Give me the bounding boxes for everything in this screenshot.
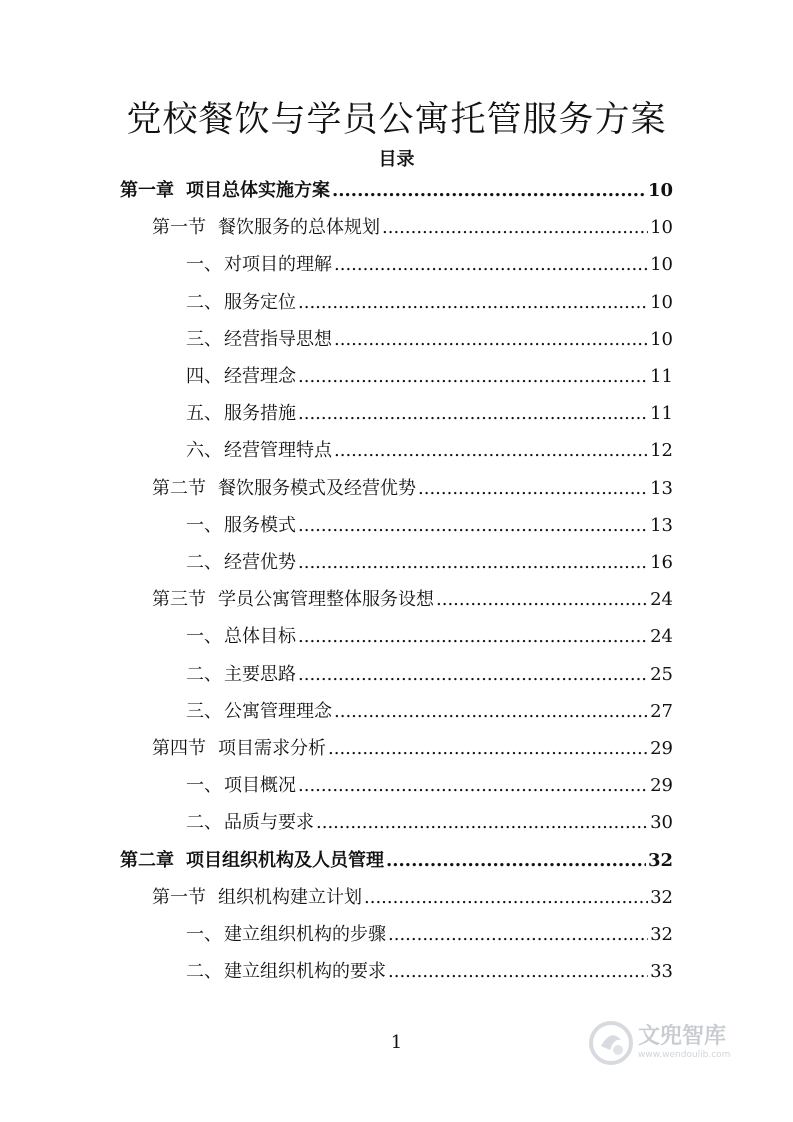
toc-entry-page: 12 bbox=[650, 440, 673, 462]
toc-entry-page: 11 bbox=[650, 403, 673, 425]
toc-entry-label bbox=[186, 327, 332, 353]
toc-entry-label bbox=[186, 699, 332, 725]
watermark bbox=[588, 1020, 730, 1066]
toc-leader-dots bbox=[436, 587, 648, 613]
toc-leader-dots bbox=[298, 364, 648, 390]
toc-entry-text: 项目总体实施方案 bbox=[186, 180, 330, 201]
toc-leader-dots bbox=[298, 290, 648, 316]
toc-entry-prefix: 第二节 bbox=[152, 477, 206, 499]
toc-entry-label bbox=[152, 736, 326, 762]
toc-entry-text: 经营管理特点 bbox=[224, 440, 332, 462]
toc-entry-item[interactable] bbox=[186, 959, 673, 985]
watermark-logo-icon bbox=[588, 1020, 634, 1066]
toc-entry-page: 10 bbox=[650, 254, 673, 276]
page-number: 1 bbox=[390, 1032, 403, 1053]
toc-leader-dots bbox=[388, 922, 648, 948]
toc-leader-dots bbox=[298, 624, 648, 650]
toc-entry-page: 10 bbox=[650, 217, 673, 239]
toc-entry-text: 餐饮服务的总体规划 bbox=[218, 217, 380, 239]
toc-entry-item[interactable] bbox=[186, 810, 673, 836]
toc-entry-prefix: 四、 bbox=[186, 366, 222, 387]
toc-entry-text: 项目组织机构及人员管理 bbox=[186, 849, 384, 871]
toc-leader-dots bbox=[334, 699, 648, 725]
toc-entry-item[interactable] bbox=[186, 699, 673, 725]
toc-entry-prefix: 一、 bbox=[186, 775, 222, 797]
toc-entry-text: 总体目标 bbox=[224, 626, 296, 648]
toc-entry-text: 学员公寓管理整体服务设想 bbox=[218, 589, 434, 611]
toc-entry-label bbox=[186, 364, 296, 390]
toc-entry-text: 经营优势 bbox=[224, 552, 296, 573]
toc-entry-item[interactable] bbox=[186, 550, 673, 576]
toc-leader-dots bbox=[298, 773, 648, 799]
toc-leader-dots bbox=[388, 959, 648, 985]
toc-entry-text: 经营指导思想 bbox=[224, 328, 332, 350]
toc-entry-page: 10 bbox=[647, 180, 673, 201]
toc-entry-label bbox=[186, 662, 296, 688]
toc-entry-label bbox=[186, 959, 386, 985]
toc-entry-text: 经营理念 bbox=[224, 366, 296, 387]
toc-entry-label bbox=[152, 587, 434, 613]
toc-leader-dots bbox=[418, 476, 648, 502]
toc-entry-label bbox=[120, 178, 330, 204]
toc-entry-item[interactable] bbox=[186, 252, 673, 278]
toc-entry-item[interactable] bbox=[186, 922, 673, 948]
toc-leader-dots bbox=[298, 550, 648, 576]
toc-entry-item[interactable] bbox=[186, 662, 673, 688]
toc-entry-page: 32 bbox=[650, 886, 673, 908]
toc-leader-dots bbox=[334, 252, 648, 278]
toc-entry-label bbox=[152, 885, 362, 911]
toc-entry-prefix: 二、 bbox=[186, 291, 222, 313]
toc-entry-item[interactable] bbox=[186, 773, 673, 799]
toc-entry-label bbox=[186, 550, 296, 576]
toc-entry-page: 24 bbox=[650, 589, 673, 611]
toc-entry-page: 32 bbox=[650, 924, 673, 945]
toc-entry-prefix: 一、 bbox=[186, 626, 222, 648]
toc-entry-page: 11 bbox=[650, 366, 673, 387]
toc-entry-page: 13 bbox=[650, 514, 673, 536]
toc-entry-prefix: 第一章 bbox=[120, 180, 174, 201]
toc-entry-label bbox=[186, 922, 386, 948]
toc-entry-prefix: 三、 bbox=[186, 700, 222, 722]
toc-leader-dots bbox=[298, 662, 648, 688]
toc-entry-text: 服务措施 bbox=[224, 403, 296, 425]
toc-entry-section[interactable] bbox=[152, 736, 673, 762]
document-title: 党校餐饮与学员公寓托管服务方案 bbox=[126, 100, 667, 140]
toc-leader-dots bbox=[334, 438, 648, 464]
toc-entry-text: 餐饮服务模式及经营优势 bbox=[218, 477, 416, 499]
toc-leader-dots bbox=[298, 513, 648, 539]
toc-leader-dots bbox=[364, 885, 648, 911]
toc-entry-item[interactable] bbox=[186, 513, 673, 539]
toc-entry-page: 29 bbox=[650, 775, 673, 797]
toc-entry-prefix: 三、 bbox=[186, 328, 222, 350]
toc-entry-page: 32 bbox=[647, 849, 673, 871]
toc-entry-prefix: 第一节 bbox=[152, 217, 206, 239]
toc-entry-label bbox=[152, 476, 416, 502]
toc-entry-text: 项目需求分析 bbox=[218, 738, 326, 759]
toc-entry-label bbox=[186, 513, 296, 539]
toc-entry-prefix: 一、 bbox=[186, 514, 222, 536]
toc-entry-label bbox=[186, 401, 296, 427]
toc-entry-page: 29 bbox=[650, 738, 673, 759]
toc-entry-page: 25 bbox=[650, 663, 673, 685]
toc-entry-page: 24 bbox=[650, 626, 673, 648]
toc-entry-item[interactable] bbox=[186, 401, 673, 427]
toc-entry-section[interactable] bbox=[152, 587, 673, 613]
toc-entry-label bbox=[120, 848, 384, 874]
toc-entry-page: 30 bbox=[650, 812, 673, 834]
toc-entry-text: 主要思路 bbox=[224, 663, 296, 685]
toc-entry-label bbox=[186, 290, 296, 316]
toc-entry-label bbox=[186, 624, 296, 650]
watermark-url: www.wendoulib.com bbox=[638, 1050, 731, 1060]
toc-entry-prefix: 一、 bbox=[186, 254, 222, 276]
toc-entry-prefix: 第三节 bbox=[152, 589, 206, 611]
toc-entry-label bbox=[152, 215, 380, 241]
toc-entry-page: 27 bbox=[650, 700, 673, 722]
toc-entry-page: 10 bbox=[650, 291, 673, 313]
toc-entry-prefix: 五、 bbox=[186, 403, 222, 425]
watermark-name: 文兜智库 bbox=[638, 1024, 727, 1049]
toc-entry-section[interactable] bbox=[152, 885, 673, 911]
toc-entry-label bbox=[186, 438, 332, 464]
toc-entry-prefix: 二、 bbox=[186, 812, 222, 834]
toc-leader-dots bbox=[334, 327, 648, 353]
toc-entry-text: 服务模式 bbox=[224, 514, 296, 536]
toc-entry-item[interactable] bbox=[186, 624, 673, 650]
toc-entry-prefix: 二、 bbox=[186, 961, 222, 983]
toc-entry-page: 16 bbox=[650, 552, 673, 573]
toc-entry-prefix: 第一节 bbox=[152, 886, 206, 908]
toc-entry-item[interactable] bbox=[186, 290, 673, 316]
toc-leader-dots bbox=[386, 848, 646, 874]
toc-entry-text: 公寓管理理念 bbox=[224, 700, 332, 722]
toc-entry-prefix: 二、 bbox=[186, 552, 222, 573]
toc-entry-prefix: 一、 bbox=[186, 924, 222, 945]
toc-entry-label bbox=[186, 252, 332, 278]
toc-heading: 目录 bbox=[378, 149, 415, 170]
toc-leader-dots bbox=[316, 810, 648, 836]
toc-entry-prefix: 二、 bbox=[186, 663, 222, 685]
toc-entry-page: 13 bbox=[650, 477, 673, 499]
toc-entry-chapter[interactable] bbox=[120, 848, 673, 874]
toc-entry-text: 品质与要求 bbox=[224, 812, 314, 834]
toc-leader-dots bbox=[298, 401, 648, 427]
toc-entry-text: 对项目的理解 bbox=[224, 254, 332, 276]
toc-entry-text: 项目概况 bbox=[224, 775, 296, 797]
toc-entry-text: 建立组织机构的步骤 bbox=[224, 924, 386, 945]
toc-entry-text: 组织机构建立计划 bbox=[218, 886, 362, 908]
toc-entry-section[interactable] bbox=[152, 476, 673, 502]
toc-leader-dots bbox=[328, 736, 648, 762]
toc-entry-item[interactable] bbox=[186, 438, 673, 464]
toc-entry-prefix: 六、 bbox=[186, 440, 222, 462]
toc-entry-page: 33 bbox=[650, 961, 673, 983]
toc-leader-dots bbox=[332, 178, 646, 204]
toc-entry-prefix: 第二章 bbox=[120, 849, 174, 871]
toc-leader-dots bbox=[382, 215, 648, 241]
toc-entry-label bbox=[186, 773, 296, 799]
toc-entry-chapter[interactable] bbox=[120, 178, 673, 204]
toc-entry-item[interactable] bbox=[186, 364, 673, 390]
toc-entry-label bbox=[186, 810, 314, 836]
toc-entry-item[interactable] bbox=[186, 327, 673, 353]
toc-entry-section[interactable] bbox=[152, 215, 673, 241]
toc-entry-page: 10 bbox=[650, 328, 673, 350]
toc-entry-text: 服务定位 bbox=[224, 291, 296, 313]
toc-entry-text: 建立组织机构的要求 bbox=[224, 961, 386, 983]
toc-entry-prefix: 第四节 bbox=[152, 738, 206, 759]
